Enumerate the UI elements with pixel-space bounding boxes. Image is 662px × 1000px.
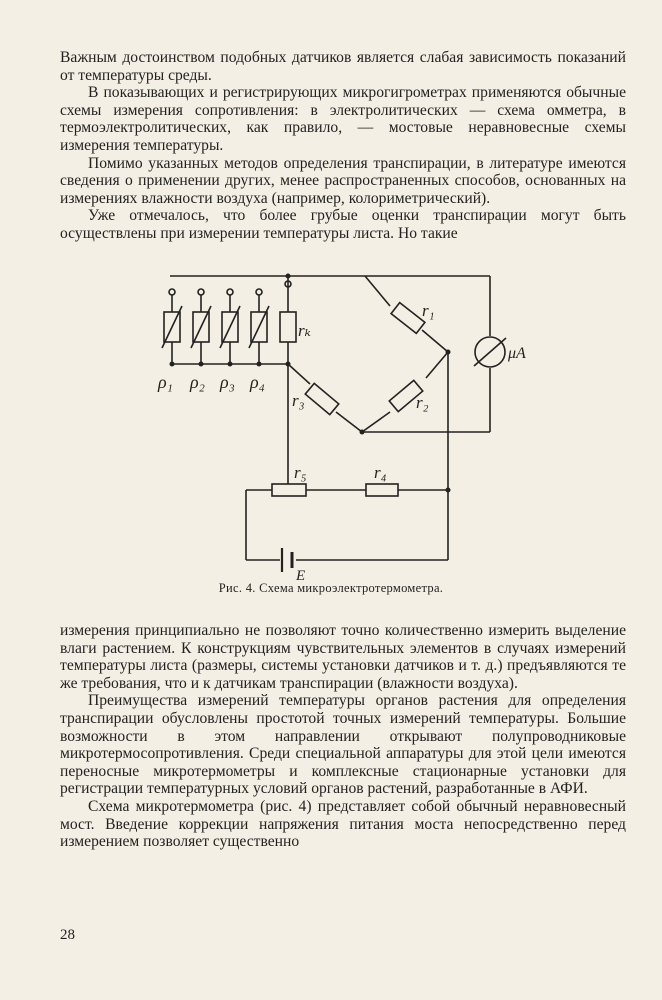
label-rk: rₖ (298, 321, 311, 340)
label-r5: r₅ (294, 463, 307, 482)
figure-caption: Рис. 4. Схема микроэлектротермометра. (218, 581, 444, 595)
microammeter (474, 337, 506, 367)
battery-e (282, 548, 292, 572)
sensor-thermistor-rho1 (162, 289, 182, 364)
paragraph: В показывающих и регистрирующих микрогигрометрах применяются обычные схемы измерения сопротивления: в электролитических — схема омметра, в термоэлектролитических, как правило, — мостовые неравновесные схемы измерения температуры. (60, 84, 626, 154)
label-meter: μA (508, 345, 526, 362)
label-rho3: ρ₃ (220, 372, 235, 392)
paragraph: Помимо указанных методов определения транспирации, в литературе имеются сведения о применении других, менее распространенных способов, основанных на измерениях влажности воздуха (например, колориметрический). (60, 154, 626, 207)
potentiometer-r5 (272, 480, 306, 496)
label-r2: r₂ (416, 393, 429, 412)
paragraph: Уже отмечалось, что более грубые оценки транспирации могут быть осуществлены при измерении температуры листа. Но такие (60, 207, 626, 242)
label-r4: r₄ (374, 463, 387, 482)
resistor-r2 (362, 352, 448, 432)
label-rho2: ρ₂ (190, 372, 205, 392)
sensor-thermistor-rho2 (191, 289, 211, 364)
resistor-rk (280, 276, 296, 364)
text-block-top (60, 49, 626, 243)
paragraph: Схема микротермометра (рис. 4) представляет собой обычный неравновесный мост. Введение коррекции напряжения питания моста непосредственно перед измерением позволяет существенно (60, 797, 626, 851)
paragraph: Преимущества измерений температуры органов растения для определения транспирации обусловлены простотой точных измерений температуры. Большие возможности в этом направлении открывают полупроводниковые микротермосопротивления. Среди специальной аппаратуры для этой цели имеются переносные микротермометры и комплексные стационарные установки для регистрации температурных условий органов растений, разработанные в АФИ. (60, 692, 626, 798)
label-source: E (296, 568, 306, 584)
label-r3: r₃ (292, 391, 305, 410)
text-block-bottom (60, 622, 626, 851)
page-number: 28 (60, 927, 75, 943)
resistor-r4 (366, 484, 398, 496)
paragraph: измерения принципиально не позволяют точно количественно измерить выделение влаги растением. К конструкциям чувствительных элементов в случаях измерений температуры листа (размеры, системы установки датчиков и т. д.) предъявляются те же требования, что и к датчикам транспирации (влажности воздуха). (60, 622, 626, 692)
resistor-r1 (365, 276, 448, 352)
sensor-thermistor-rho4 (249, 289, 269, 364)
circuit-diagram (150, 268, 530, 588)
paragraph: Важным достоинством подобных датчиков является слабая зависимость показаний от температуры среды. (60, 49, 626, 84)
label-rho4: ρ₄ (250, 372, 265, 392)
label-r1: r₁ (422, 301, 435, 320)
sensor-thermistor-rho3 (220, 289, 240, 364)
label-rho1: ρ₁ (158, 372, 173, 392)
